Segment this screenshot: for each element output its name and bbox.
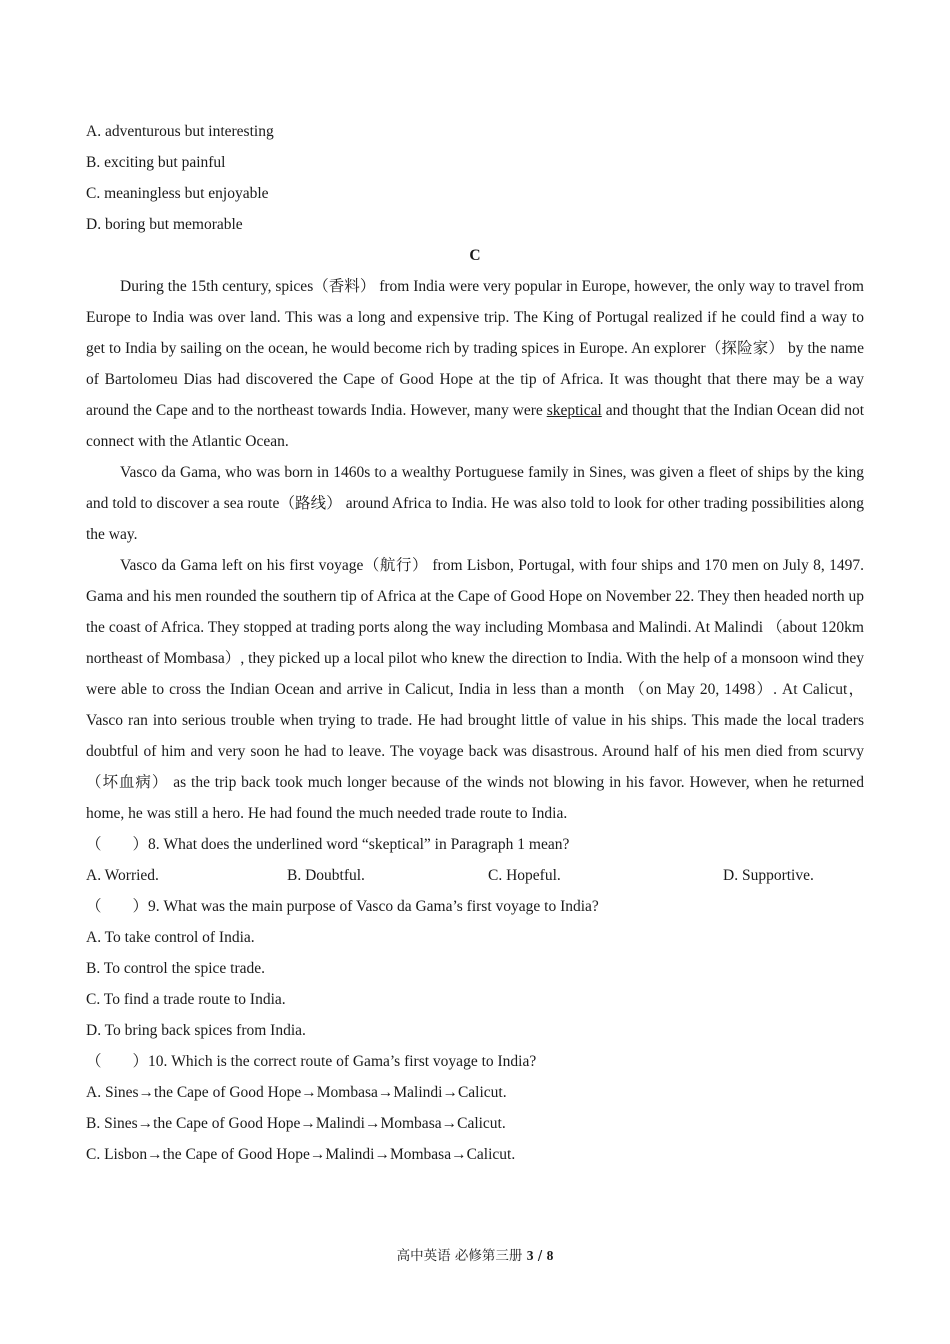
question-8-options <box>86 860 864 891</box>
footer-separator: / <box>533 1248 547 1264</box>
question-10-option-a: A. Sines→the Cape of Good Hope→Mombasa→Malindi→Calicut. <box>86 1084 507 1101</box>
question-8-stem: （ ）8. What does the underlined word “skeptical” in Paragraph 1 mean? <box>86 836 570 853</box>
prev-option-d: D. boring but memorable <box>86 216 243 233</box>
question-9-stem: （ ）9. What was the main purpose of Vasco da Gama’s first voyage to India? <box>86 898 599 915</box>
question-10-stem: （ ）10. Which is the correct route of Gama’s first voyage to India? <box>86 1053 537 1070</box>
question-8-option-c: C. Hopeful. <box>488 867 561 884</box>
question-8-option-d: D. Supportive. <box>723 867 814 884</box>
question-8-option-b: B. Doubtful. <box>287 867 365 884</box>
footer-page-total: 8 <box>546 1248 554 1263</box>
question-10-option-c: C. Lisbon→the Cape of Good Hope→Malindi→Mombasa→Calicut. <box>86 1146 516 1163</box>
question-9-option-c: C. To find a trade route to India. <box>86 991 286 1008</box>
page-footer <box>0 1244 950 1264</box>
paragraph-1-before: During the 15th century, spices（香料） from India were very popular in Europe, however, the only way to travel from Europe to India was over land. This was a long and expensive trip. The King of Portugal realized if he could find a way to get to India by sailing on the ocean, he would become rich by trading spices in Europe. An explorer（探险家） by the name of Bartolomeu Dias had discovered the Cape of Good Hope at the tip of Africa. It was thought that there may be a way around the Cape and to the northeast towards India. However, many were <box>86 278 864 419</box>
question-8-option-a: A. Worried. <box>86 867 159 884</box>
question-9-option-d: D. To bring back spices from India. <box>86 1022 306 1039</box>
prev-option-b: B. exciting but painful <box>86 154 226 171</box>
paragraph-3: Vasco da Gama left on his first voyage（航行） from Lisbon, Portugal, with four ships and 170 men on July 8, 1497. Gama and his men rounded the southern tip of Africa at the Cape of Good Hope on November 22. They then headed north up the coast of Africa. They stopped at trading ports along the way including Mombasa and Malindi. At Malindi （about 120km northeast of Mombasa）, they picked up a local pilot who knew the direction to India. With the help of a monsoon wind they were able to cross the Indian Ocean and arrive in Calicut, India in less than a month （on May 20, 1498）. At Calicut，Vasco ran into serious trouble when trying to trade. He had brought little of value in his ships. This made the local traders doubtful of him and very soon he had to leave. The voyage back was disastrous. Around half of his men died from scurvy（坏血病） as the trip back took much longer because of the winds not blowing in his favor. However, when he returned home, he was still a hero. He had found the much needed trade route to India. <box>86 557 864 822</box>
paragraph-1 <box>86 271 864 457</box>
footer-title: 高中英语 必修第三册 <box>396 1248 523 1264</box>
prev-option-c: C. meaningless but enjoyable <box>86 185 269 202</box>
paragraph-1-after: and thought that the Indian Ocean did not connect with the Atlantic Ocean. <box>86 402 865 450</box>
footer-page-number: 3 <box>526 1248 534 1263</box>
underlined-word: skeptical <box>546 402 602 419</box>
question-10-option-b: B. Sines→the Cape of Good Hope→Malindi→Mombasa→Calicut. <box>86 1115 506 1132</box>
question-9-option-b: B. To control the spice trade. <box>86 960 265 977</box>
question-9-option-a: A. To take control of India. <box>86 929 255 946</box>
paragraph-2: Vasco da Gama, who was born in 1460s to a wealthy Portuguese family in Sines, was given a fleet of ships by the king and told to discover a sea route（路线） around Africa to India. He was also told to look for other trading possibilities along the way. <box>86 464 864 543</box>
section-heading: C <box>469 247 481 264</box>
prev-option-a: A. adventurous but interesting <box>86 123 274 140</box>
document-page <box>86 116 864 1170</box>
